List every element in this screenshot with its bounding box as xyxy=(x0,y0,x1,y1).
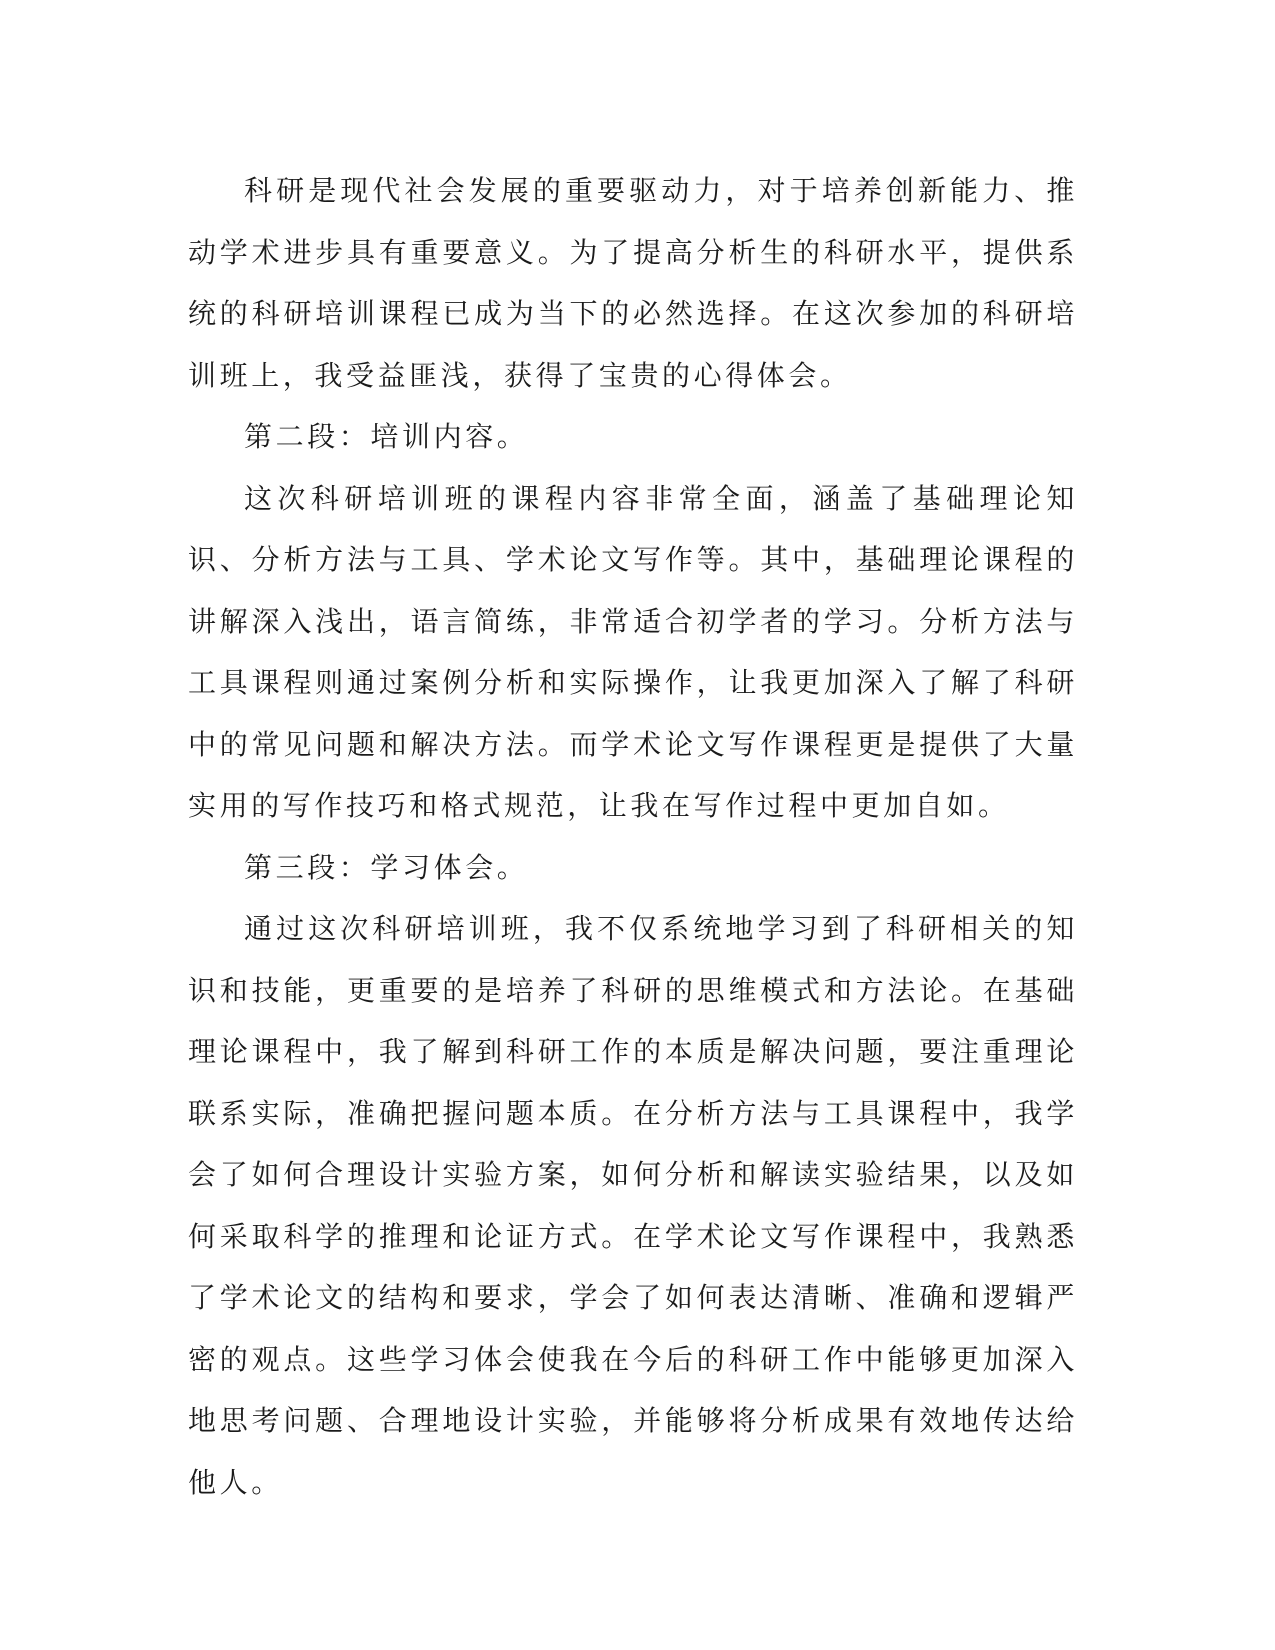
section-heading-learning-experience: 第三段：学习体会。 xyxy=(244,850,529,884)
paragraph-intro: 科研是现代社会发展的重要驱动力，对于培养创新能力、推动学术进步具有重要意义。为了提高分析生的科研水平，提供系统的科研培训课程已成为当下的必然选择。在这次参加的科研培训班上，我受益匪浅，获得了宝贵的心得体会。 xyxy=(188,174,1078,392)
document-body xyxy=(188,160,1078,1513)
paragraph-training-content: 这次科研培训班的课程内容非常全面，涵盖了基础理论知识、分析方法与工具、学术论文写作等。其中，基础理论课程的讲解深入浅出，语言简练，非常适合初学者的学习。分析方法与工具课程则通过案例分析和实际操作，让我更加深入了解了科研中的常见问题和解决方法。而学术论文写作课程更是提供了大量实用的写作技巧和格式规范，让我在写作过程中更加自如。 xyxy=(188,481,1078,822)
section-heading-training-content: 第二段：培训内容。 xyxy=(244,420,529,453)
paragraph-learning-experience: 通过这次科研培训班，我不仅系统地学习到了科研相关的知识和技能，更重要的是培养了科研的思维模式和方法论。在基础理论课程中，我了解到科研工作的本质是解决问题，要注重理论联系实际，准确把握问题本质。在分析方法与工具课程中，我学会了如何合理设计实验方案，如何分析和解读实验结果，以及如何采取科学的推理和论证方式。在学术论文写作课程中，我熟悉了学术论文的结构和要求，学会了如何表达清晰、准确和逻辑严密的观点。这些学习体会使我在今后的科研工作中能够更加深入地思考问题、合理地设计实验，并能够将分析成果有效地传达给他人。 xyxy=(188,912,1078,1499)
